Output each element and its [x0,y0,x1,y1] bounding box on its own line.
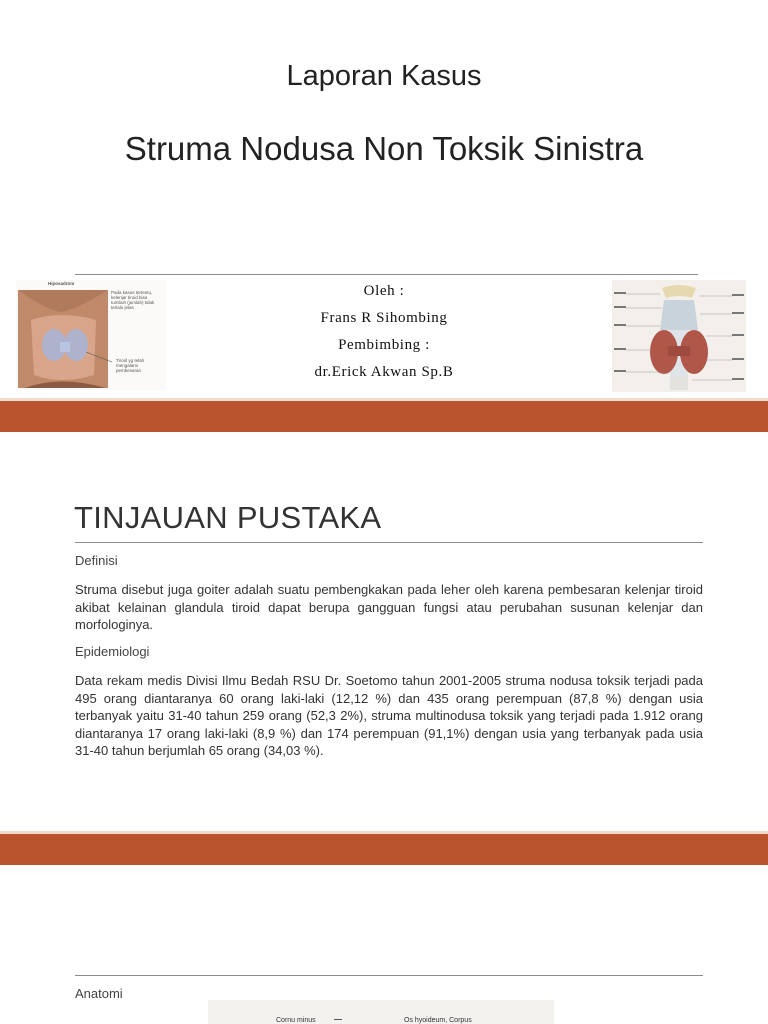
anatomy-label: Anatomi [75,986,123,1001]
section-heading: TINJAUAN PUSTAKA [74,500,382,535]
image-note-right: Pada kasus tertentu, kelenjar tiroid bisa tumbuh (jumlah) tidak terlalu jelas [111,290,155,310]
definition-label: Definisi [75,553,118,568]
supervisor-label: Pembimbing : [338,337,430,353]
report-label: Laporan Kasus [286,60,482,92]
anatomy-label-left: Cornu minus [276,1017,316,1024]
heading-divider [75,542,703,543]
slide-title: Struma Nodusa Non Toksik Sinistra [124,130,644,167]
author-name: Frans R Sihombing [320,310,448,326]
image-note-bottom: Tiroid yg telah mengalami pembesaran [116,358,145,373]
anatomy-divider [75,975,703,976]
thyroid-anatomy-image [612,280,746,392]
thyroid-anatomy-illustration [612,280,746,392]
by-label: Oleh : [363,283,405,299]
anatomy-pointer [334,1019,342,1020]
image-caption: Hiposadrom [48,281,75,286]
supervisor-name: dr.Erick Akwan Sp.B [314,364,454,380]
neck-thyroid-image [16,280,166,390]
definition-text: Struma disebut juga goiter adalah suatu pembengkakan pada leher oleh karena pembesaran kelenjar tiroid akibat kelainan glandula tiroid dapat berupa gangguan fungsi atau perubahan susunan kelenjar dan morfologinya. [75,582,703,632]
title-divider [75,274,698,275]
epidemiology-label: Epidemiologi [75,644,150,659]
epidemiology-text: Data rekam medis Divisi Ilmu Bedah RSU Dr. Soetomo tahun 2001-2005 struma nodusa toksik terjadi pada 495 orang diantaranya 60 orang laki-laki (12,12 %) dan 435 orang perempuan (87,8 %) dengan usia terbanyak yaitu 31-40 tahun 259 orang (52,3 2%), struma multinodusa toksik yang terjadi pada 1.912 orang diantaranya 17 orang laki-laki (8,9 %) dan 174 perempuan (91,1%) dengan usia yang terbanyak pada usia 31-40 tahun berjumlah 65 orang (34,03 %). [75,673,703,758]
slide-separator-band-2 [0,834,768,865]
anatomy-image [208,1000,554,1024]
anatomy-label-right: Os hyoideum, Corpus [404,1017,472,1024]
slide-separator-band [0,401,768,432]
